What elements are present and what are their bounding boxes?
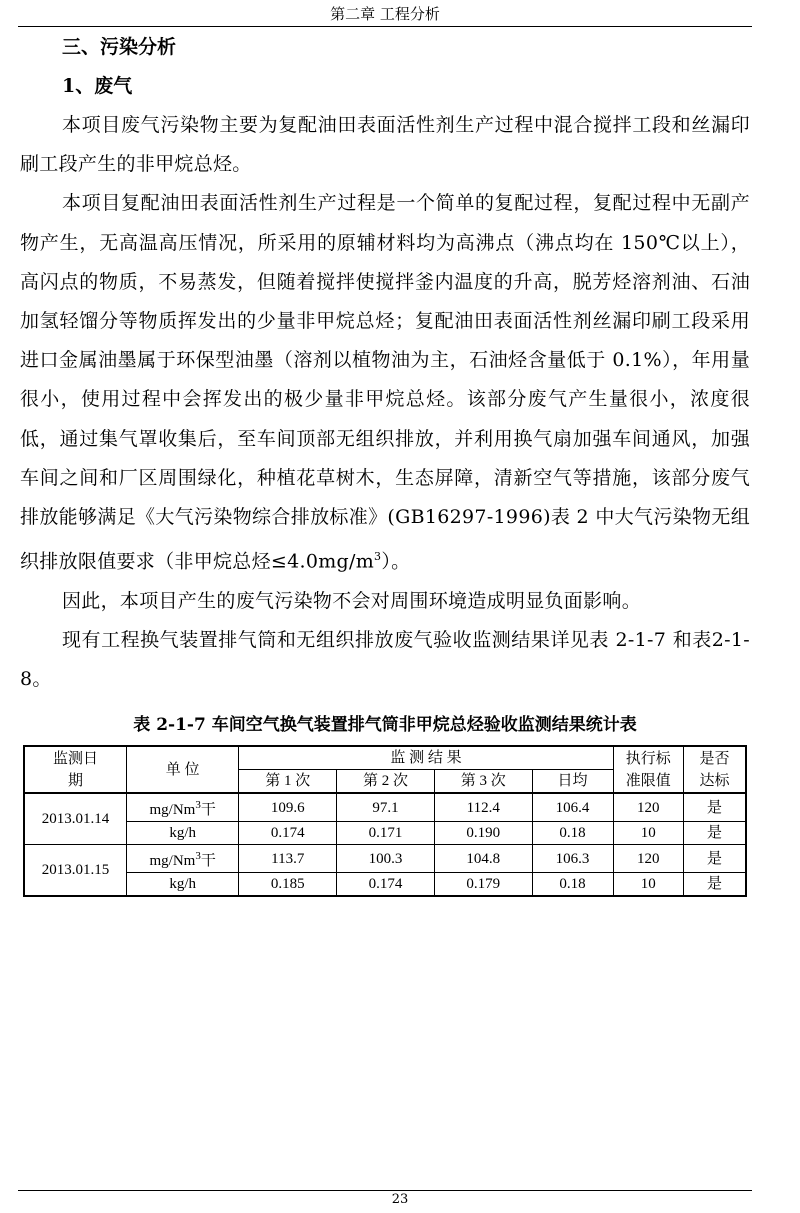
cell-run1: 109.6 [239,793,337,822]
header-run1: 第 1 次 [239,770,337,794]
cell-avg: 0.18 [532,873,613,897]
cell-avg: 106.4 [532,793,613,822]
cell-run2: 0.174 [337,873,435,897]
cell-compliant: 是 [683,873,746,897]
footer-divider [18,1190,752,1191]
header-run3: 第 3 次 [434,770,532,794]
paragraph-3: 因此，本项目产生的废气污染物不会对周围环境造成明显负面影响。 [62,589,642,612]
header-limit: 执行标准限值 [613,746,683,793]
cell-unit: kg/h [126,822,238,845]
cell-run3: 104.8 [434,845,532,873]
monitoring-table [23,745,747,897]
cell-run2: 97.1 [337,793,435,822]
cell-unit: kg/h [126,873,238,897]
header-date: 监测日期 [24,746,126,793]
page-number: 23 [391,1192,409,1207]
table-row [24,822,746,845]
header-run2: 第 2 次 [337,770,435,794]
cell-limit: 10 [613,822,683,845]
cell-run1: 113.7 [239,845,337,873]
paragraph-2 [20,184,750,581]
cell-run3: 0.190 [434,822,532,845]
cell-avg: 106.3 [532,845,613,873]
table-caption: 表 2-1-7 车间空气换气装置排气筒非甲烷总烃验收监测结果统计表 [133,715,637,736]
paragraph-2-tail: ）。 [381,550,411,573]
page-header [18,0,752,27]
cell-run1: 0.185 [239,873,337,897]
cell-run1: 0.174 [239,822,337,845]
cell-compliant: 是 [683,822,746,845]
cell-limit: 120 [613,845,683,873]
page-content [20,28,750,897]
table-row [24,793,746,822]
cell-unit: mg/Nm$^3$干 [126,793,238,822]
cell-run3: 0.179 [434,873,532,897]
cell-run2: 100.3 [337,845,435,873]
cell-run2: 0.171 [337,822,435,845]
table-row [24,873,746,897]
header-compliant: 是否达标 [683,746,746,793]
subsection-title: 1、废气 [62,75,133,97]
paragraph-2-superscript: 3 [374,550,382,564]
header-results: 监 测 结 果 [239,746,613,770]
cell-limit: 10 [613,873,683,897]
cell-compliant: 是 [683,793,746,822]
cell-date: 2013.01.14 [24,793,126,845]
table-row [24,845,746,873]
header-avg: 日均 [532,770,613,794]
paragraph-2-body: 本项目复配油田表面活性剂生产过程是一个简单的复配过程，复配过程中无副产物产生，无高温高压情况，所采用的原辅材料均为高沸点（沸点均在 150℃以上），高闪点的物质，不易蒸发，但随着搅拌使搅拌釜内温度的升高，脱芳烃溶剂油、石油加氢轻馏分等物质挥发出的少量非甲烷总烃；复配油田表面活性剂丝漏印刷工段采用进口金属油墨属于环保型油墨（溶剂以植物油为主，石油烃含量低于 0.1%），年用量很小，使用过程中会挥发出的极少量非甲烷总烃。该部分废气产生量很小，浓度很低，通过集气罩收集后，至车间顶部无组织排放，并利用换气扇加强车间通风，加强车间之间和厂区周围绿化，种植花草树木，生态屏障，清新空气等措施，该部分废气排放能够满足《大气污染物综合排放标准》(GB16297-1996)表 2 中大气污染物无组织排放限值要求（非甲烷总烃≤4.0mg/m [20,192,750,573]
cell-avg: 0.18 [532,822,613,845]
paragraph-1: 本项目废气污染物主要为复配油田表面活性剂生产过程中混合搅拌工段和丝漏印刷工段产生的非甲烷总烃。 [20,114,750,176]
cell-unit: mg/Nm$^3$干 [126,845,238,873]
section-title: 三、污染分析 [62,36,177,58]
chapter-title: 第二章 工程分析 [330,5,440,23]
cell-limit: 120 [613,793,683,822]
paragraph-4: 现有工程换气装置排气筒和无组织排放废气验收监测结果详见表 2-1-7 和表2-1-8。 [20,628,750,691]
table-header-row [24,746,746,770]
cell-date: 2013.01.15 [24,845,126,897]
cell-run3: 112.4 [434,793,532,822]
header-unit: 单 位 [126,746,238,793]
cell-compliant: 是 [683,845,746,873]
